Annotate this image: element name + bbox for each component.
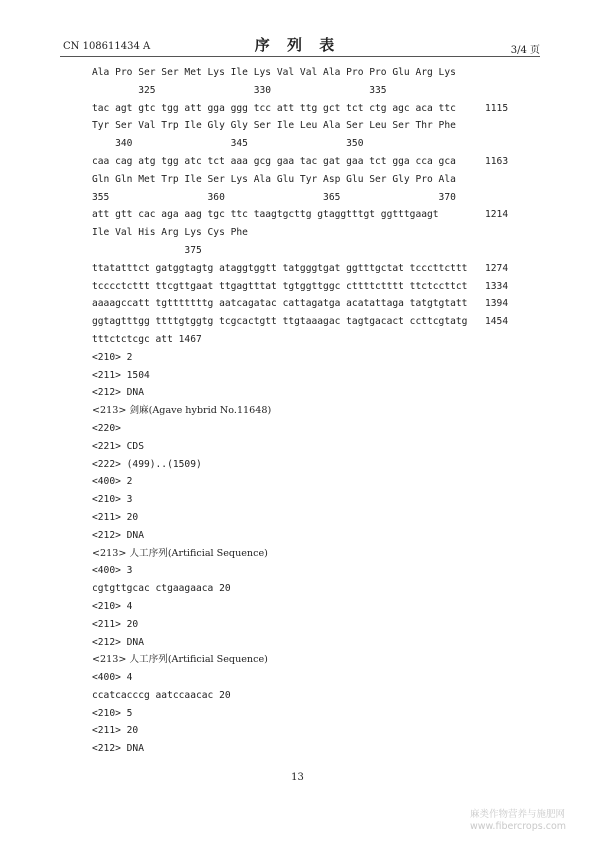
sequence-text: <212> DNA bbox=[92, 387, 144, 399]
sequence-text: <211> 20 bbox=[92, 511, 139, 523]
sequence-text: <222> (499)..(1509) bbox=[92, 458, 202, 470]
sequence-line bbox=[92, 420, 552, 438]
sequence-line bbox=[92, 82, 552, 100]
sequence-text: cgtgttgcac ctgaagaaca 20 bbox=[92, 583, 231, 595]
sequence-line bbox=[92, 224, 552, 242]
page-indicator: 3/4 页 bbox=[510, 45, 540, 56]
header-divider bbox=[60, 56, 540, 57]
sequence-line bbox=[92, 171, 552, 189]
sequence-text: ggtagtttgg ttttgtggtg tcgcactgtt ttgtaaagac tagtgacact ccttcgtatg bbox=[92, 316, 468, 328]
sequence-text: 340 345 350 bbox=[92, 138, 364, 150]
sequence-text: tac agt gtc tgg att gga ggg tcc att ttg gct tct ctg agc aca ttc bbox=[92, 102, 456, 114]
sequence-line bbox=[92, 687, 552, 705]
page-title: 序 列 表 bbox=[254, 36, 341, 54]
sequence-line bbox=[92, 598, 552, 616]
watermark-line-1: 麻类作物营养与施肥网 bbox=[470, 809, 566, 820]
patent-number: CN 108611434 A bbox=[63, 41, 151, 52]
sequence-text: <400> 2 bbox=[92, 476, 133, 488]
page-number: 13 bbox=[291, 772, 304, 783]
watermark bbox=[470, 809, 566, 833]
sequence-line bbox=[92, 64, 552, 82]
sequence-text: att gtt cac aga aag tgc ttc taagtgcttg gtaggtttgt ggtttgaagt bbox=[92, 209, 439, 221]
sequence-line bbox=[92, 705, 552, 723]
sequence-text: Tyr Ser Val Trp Ile Gly Gly Ser Ile Leu Ala Ser Leu Ser Thr Phe bbox=[92, 120, 456, 132]
sequence-line bbox=[92, 545, 552, 563]
base-count: 1274 bbox=[485, 262, 509, 274]
sequence-line bbox=[92, 438, 552, 456]
sequence-line bbox=[92, 402, 552, 420]
sequence-text: <212> DNA bbox=[92, 529, 144, 541]
sequence-text: <400> 3 bbox=[92, 565, 133, 577]
sequence-line bbox=[92, 384, 552, 402]
sequence-line bbox=[92, 473, 552, 491]
sequence-line bbox=[92, 527, 552, 545]
sequence-line bbox=[92, 153, 552, 171]
sequence-text: <210> 5 bbox=[92, 707, 133, 719]
sequence-line bbox=[92, 189, 552, 207]
sequence-text: <210> 3 bbox=[92, 494, 133, 506]
sequence-line bbox=[92, 295, 552, 313]
sequence-text: <211> 20 bbox=[92, 725, 139, 737]
sequence-line bbox=[92, 367, 552, 385]
sequence-text: <213> 人工序列(Artificial Sequence) bbox=[92, 547, 268, 559]
sequence-text: aaaagccatt tgtttttttg aatcagatac cattagatga acatattaga tatgtgtatt bbox=[92, 298, 468, 310]
sequence-text: <211> 1504 bbox=[92, 369, 150, 381]
sequence-line bbox=[92, 491, 552, 509]
sequence-text: ccatcacccg aatccaacac 20 bbox=[92, 689, 231, 701]
sequence-line bbox=[92, 135, 552, 153]
sequence-line bbox=[92, 278, 552, 296]
sequence-text: Ala Pro Ser Ser Met Lys Ile Lys Val Val Ala Pro Pro Glu Arg Lys bbox=[92, 67, 456, 78]
sequence-line bbox=[92, 100, 552, 118]
sequence-line bbox=[92, 669, 552, 687]
sequence-line bbox=[92, 313, 552, 331]
base-count: 1334 bbox=[485, 280, 509, 292]
sequence-line bbox=[92, 242, 552, 260]
sequence-text: Ile Val His Arg Lys Cys Phe bbox=[92, 227, 248, 239]
sequence-line bbox=[92, 260, 552, 278]
sequence-text: 325 330 335 bbox=[92, 84, 387, 96]
sequence-line bbox=[92, 331, 552, 349]
sequence-text: <213> 人工序列(Artificial Sequence) bbox=[92, 654, 268, 666]
watermark-line-2: www.fibercrops.com bbox=[470, 821, 567, 832]
base-count: 1163 bbox=[485, 155, 509, 167]
base-count: 1214 bbox=[485, 209, 509, 221]
sequence-line bbox=[92, 206, 552, 224]
base-count: 1454 bbox=[485, 316, 509, 328]
sequence-text: <213> 剑麻(Agave hybrid No.11648) bbox=[92, 405, 272, 417]
base-count: 1115 bbox=[485, 102, 509, 114]
base-count: 1394 bbox=[485, 298, 509, 310]
sequence-line bbox=[92, 580, 552, 598]
sequence-line bbox=[92, 456, 552, 474]
sequence-line bbox=[92, 616, 552, 634]
sequence-line bbox=[92, 509, 552, 527]
sequence-line bbox=[92, 349, 552, 367]
sequence-line bbox=[92, 722, 552, 740]
sequence-text: Gln Gln Met Trp Ile Ser Lys Ala Glu Tyr Asp Glu Ser Gly Pro Ala bbox=[92, 173, 456, 185]
sequence-line bbox=[92, 651, 552, 669]
sequence-line bbox=[92, 562, 552, 580]
sequence-line bbox=[92, 117, 552, 135]
page-header bbox=[0, 34, 595, 58]
sequence-text: <220> bbox=[92, 422, 121, 434]
sequence-text: <210> 2 bbox=[92, 351, 133, 363]
sequence-listing bbox=[92, 64, 552, 758]
sequence-text: <212> DNA bbox=[92, 636, 144, 648]
sequence-text: <211> 20 bbox=[92, 618, 139, 630]
sequence-text: <400> 4 bbox=[92, 672, 133, 684]
sequence-text: 375 bbox=[92, 244, 202, 256]
sequence-text: <221> CDS bbox=[92, 440, 144, 452]
sequence-line bbox=[92, 740, 552, 758]
sequence-text: 355 360 365 370 bbox=[92, 191, 456, 203]
sequence-text: <212> DNA bbox=[92, 743, 144, 755]
sequence-text: ttatatttct gatggtagtg ataggtggtt tatgggtgat ggtttgctat tcccttcttt bbox=[92, 262, 468, 274]
sequence-line bbox=[92, 634, 552, 652]
sequence-text: <210> 4 bbox=[92, 600, 133, 612]
sequence-text: tttctctcgc att 1467 bbox=[92, 333, 202, 345]
sequence-text: tcccctcttt ttcgttgaat ttgagtttat tgtggttggc cttttctttt ttctccttct bbox=[92, 280, 468, 292]
sequence-text: caa cag atg tgg atc tct aaa gcg gaa tac gat gaa tct gga cca gca bbox=[92, 155, 456, 167]
